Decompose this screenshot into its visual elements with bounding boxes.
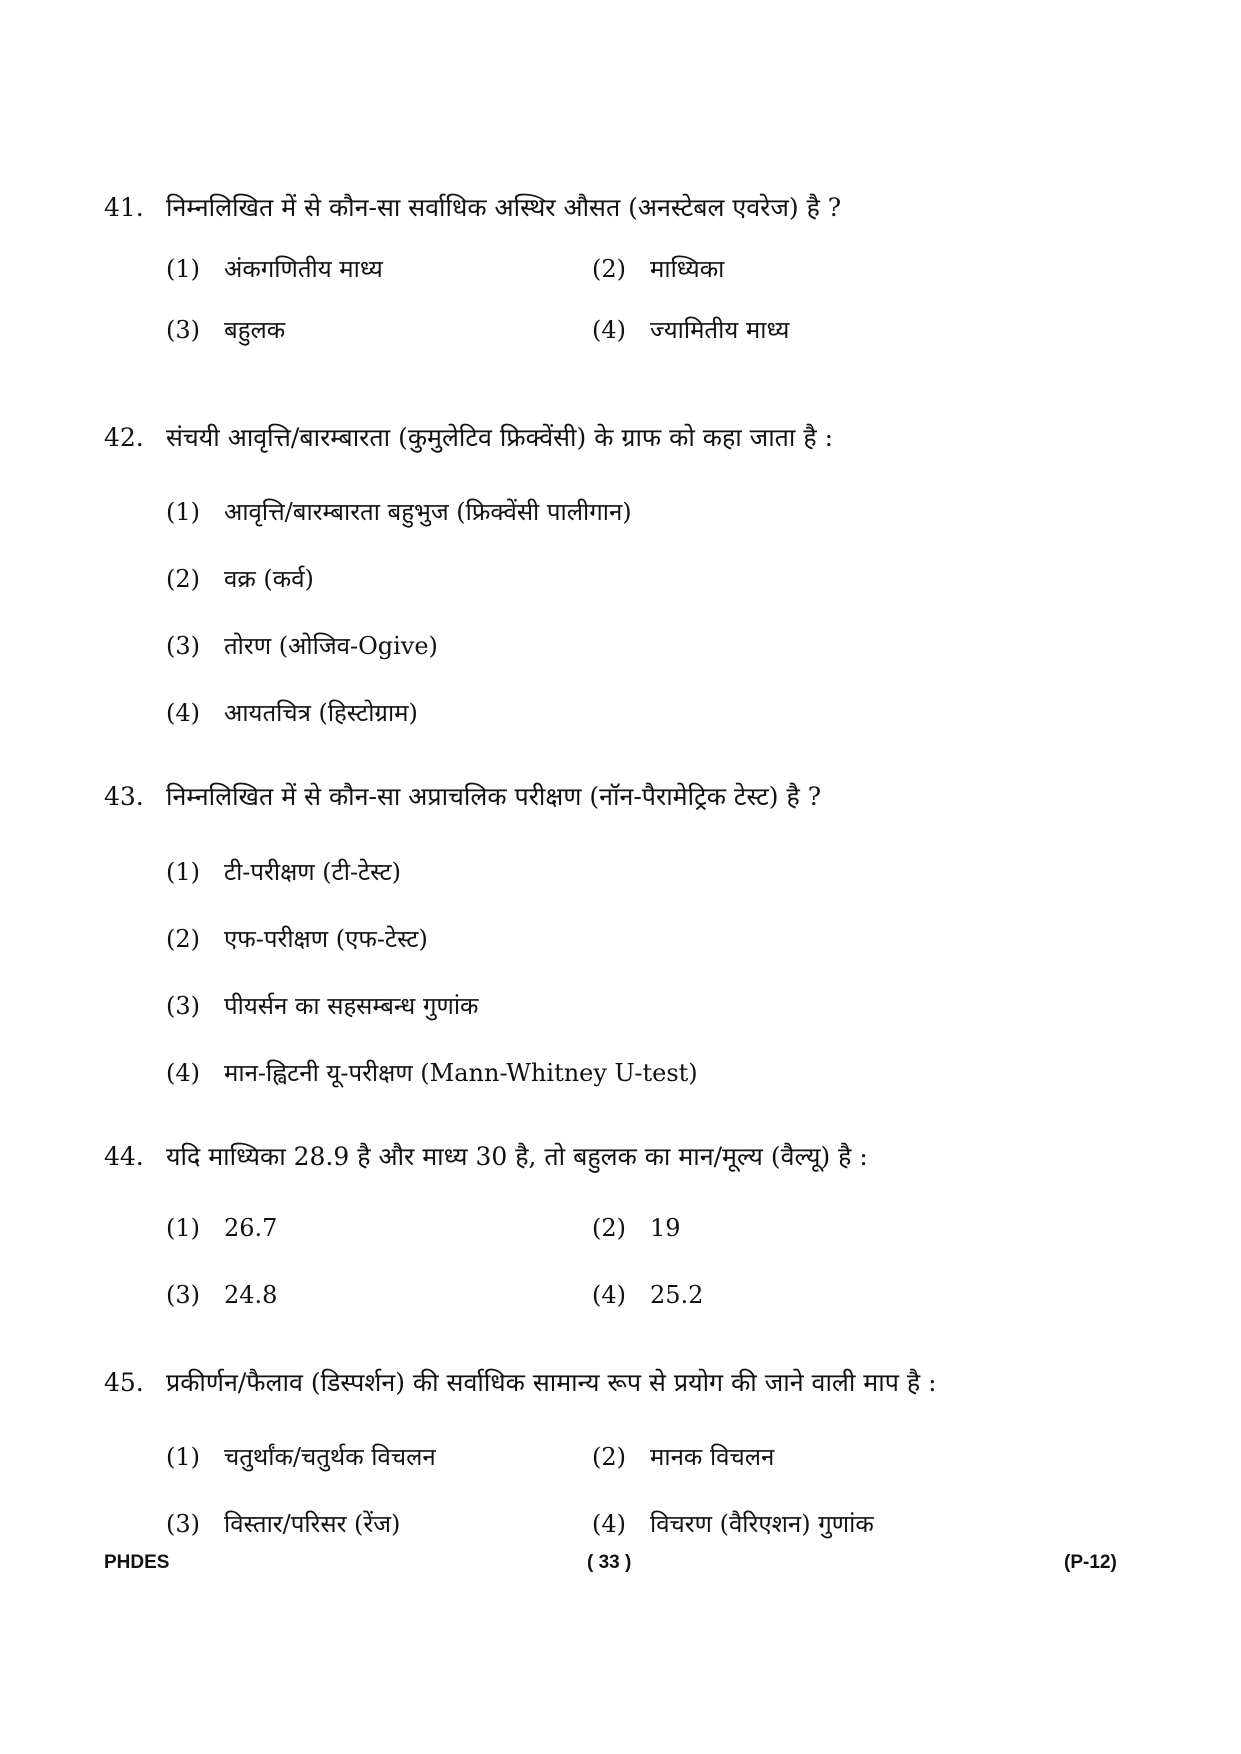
footer-paper-code: (P-12) — [1064, 1552, 1117, 1573]
option-44-4: (4) 25.2 — [592, 1281, 704, 1309]
option-41-1: (1) अंकगणितीय माध्य — [166, 255, 383, 283]
option-45-2: (2) मानक विचलन — [592, 1443, 775, 1471]
option-42-1: (1) आवृत्ति/बारम्बारता बहुभुज (फ्रिक्वेंसी पालीगान) — [166, 498, 632, 526]
question-text: प्रकीर्णन/फैलाव (डिस्पर्शन) की सर्वाधिक सामान्य रूप से प्रयोग की जाने वाली माप है : — [166, 1368, 937, 1397]
option-45-1: (1) चतुर्थांक/चतुर्थक विचलन — [166, 1443, 436, 1471]
footer-page-number: ( 33 ) — [587, 1552, 632, 1573]
question-text: यदि माध्यिका 28.9 है और माध्य 30 है, तो बहुलक का मान/मूल्य (वैल्यू) है : — [166, 1142, 868, 1171]
option-44-3: (3) 24.8 — [166, 1281, 278, 1309]
option-43-2: (2) एफ-परीक्षण (एफ-टेस्ट) — [166, 925, 428, 953]
question-41-stem — [104, 190, 841, 224]
option-45-4: (4) विचरण (वैरिएशन) गुणांक — [592, 1510, 874, 1538]
question-text: निम्नलिखित में से कौन-सा सर्वाधिक अस्थिर औसत (अनस्टेबल एवरेज) है ? — [166, 193, 842, 222]
question-42-stem — [104, 420, 833, 454]
option-41-3: (3) बहुलक — [166, 316, 286, 344]
question-number: 44. — [104, 1142, 144, 1171]
option-44-1: (1) 26.7 — [166, 1214, 278, 1242]
option-43-1: (1) टी-परीक्षण (टी-टेस्ट) — [166, 858, 401, 886]
option-43-3: (3) पीयर्सन का सहसम्बन्ध गुणांक — [166, 992, 479, 1020]
option-41-4: (4) ज्यामितीय माध्य — [592, 316, 790, 344]
question-text: संचयी आवृत्ति/बारम्बारता (कुमुलेटिव फ्रिक्वेंसी) के ग्राफ को कहा जाता है : — [166, 423, 833, 452]
option-44-2: (2) 19 — [592, 1214, 681, 1242]
question-number: 42. — [104, 423, 144, 452]
option-43-4: (4) मान-ह्विटनी यू-परीक्षण (Mann-Whitney U-test) — [166, 1059, 698, 1087]
option-42-2: (2) वक्र (कर्व) — [166, 565, 314, 593]
option-42-4: (4) आयतचित्र (हिस्टोग्राम) — [166, 699, 418, 727]
question-43-stem — [104, 779, 821, 813]
question-number: 43. — [104, 782, 144, 811]
option-41-2: (2) माध्यिका — [592, 255, 725, 283]
question-44-stem — [104, 1139, 868, 1173]
question-number: 45. — [104, 1368, 144, 1397]
question-text: निम्नलिखित में से कौन-सा अप्राचलिक परीक्षण (नॉन-पैरामेट्रिक टेस्ट) है ? — [166, 782, 822, 811]
option-42-3: (3) तोरण (ओजिव-Ogive) — [166, 632, 438, 660]
option-45-3: (3) विस्तार/परिसर (रेंज) — [166, 1510, 401, 1538]
question-45-stem — [104, 1365, 937, 1399]
question-number: 41. — [104, 193, 144, 222]
footer-booklet-code: PHDES — [104, 1552, 170, 1573]
